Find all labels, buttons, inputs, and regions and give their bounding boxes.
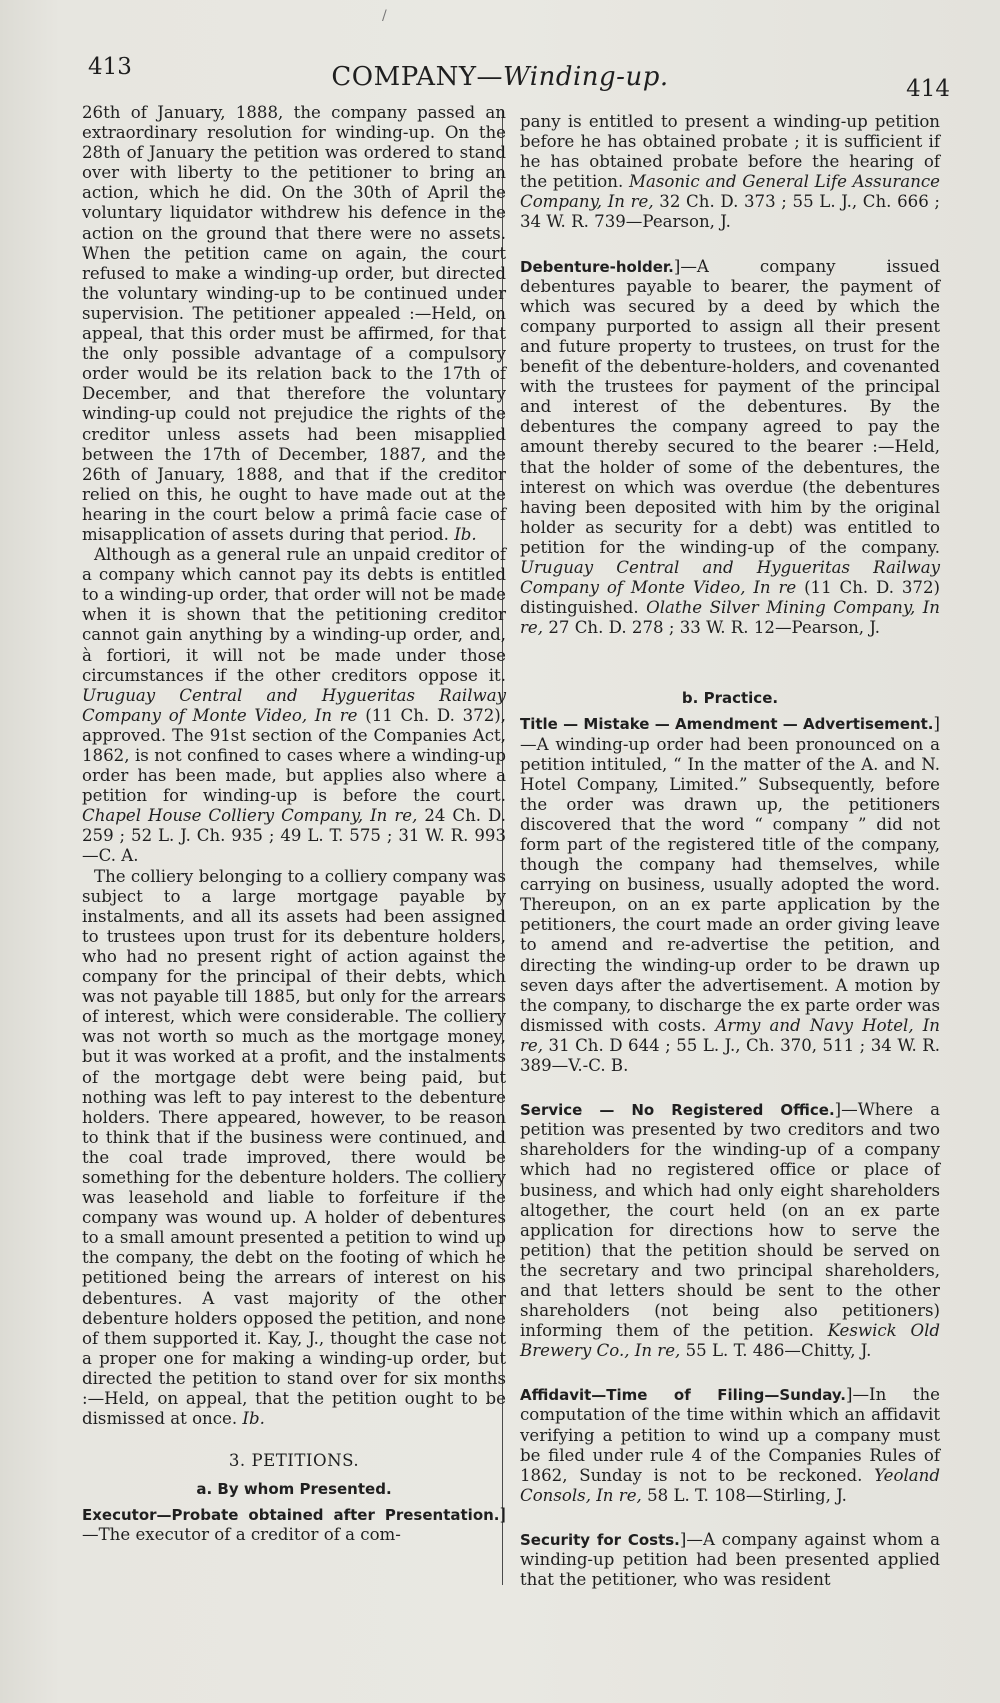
section-heading: 3. PETITIONS. (228, 1451, 360, 1471)
paragraph-heading: Security for Costs. (520, 1530, 680, 1549)
paragraph-text: (11 Ch. D. 372) distinguished. (520, 578, 940, 618)
running-title-italic: Winding-up. (503, 62, 669, 92)
paragraph (520, 1385, 940, 1506)
paragraph (82, 103, 506, 545)
paragraph-text: (11 Ch. D. 372), approved. The 91st section of the Companies Act, 1862, is not confined to cases where a winding-up order has been made, but applies also where a petition for winding-up is before the court. (82, 705, 506, 806)
subsection-heading: b. Practice. (681, 689, 779, 708)
paragraph-text: 58 L. T. 108—Stirling, J. (647, 1485, 847, 1505)
citation: Chapel House Colliery Company, In re, (82, 806, 418, 826)
citation: Masonic and General Life Assurance Company, In re, (520, 172, 941, 212)
paragraph-heading: Executor—Probate obtained after Presentation. (82, 1506, 500, 1525)
ink-mark: / (382, 8, 387, 24)
paragraph-text: ]—The executor of a creditor of a com- (82, 1505, 506, 1545)
running-header (0, 50, 1000, 100)
paragraph (520, 257, 940, 639)
citation: Yeoland Consols, In re, (520, 1465, 940, 1505)
citation: Ib. (242, 1409, 265, 1429)
left-column (82, 103, 506, 1546)
paragraph (520, 1100, 940, 1361)
citation: Uruguay Central and Hygueritas Railway Company of Monte Video, In re (82, 685, 506, 725)
running-title-main: COMPANY— (331, 62, 503, 92)
paragraph (520, 1530, 940, 1590)
citation: Olathe Silver Mining Company, In re, (520, 598, 940, 638)
paragraph-text: ]—Where a petition was presented by two creditors and two shareholders for the winding-up of a company which had no registered office or place of business, and which had only eight shareholders altogether, the court held (on an ex parte application for directions how to serve the petition) that the petition should be served on the secretary and two principal shareholders, and that letters should be sent to the other shareholders (not being also petitioners) informing them of the petition. (520, 1100, 940, 1341)
paragraph-heading: Service — No Registered Office. (520, 1101, 835, 1120)
paragraph-text: pany is entitled to present a winding-up petition before he has obtained probate ; it is sufficient if he has obtained probate before the hearing of the petition. (520, 112, 940, 192)
paragraph-text: 24 Ch. D. 259 ; 52 L. J. Ch. 935 ; 49 L. T. 575 ; 31 W. R. 993—C. A. (82, 806, 506, 866)
right-column (520, 112, 940, 1590)
paragraph-text: The colliery belonging to a colliery company was subject to a large mortgage payable by instalments, and all its assets had been assigned to trustees upon trust for its debenture holders, who had no present right of action against the company for the principal of their debts, which was not payable till 1885, but only for the arrears of interest, which were considerable. The colliery was not worth so much as the mortgage money, but it was worked at a profit, and the instalments of the mortgage debt were being paid, but nothing was left to pay interest to the debenture holders. There appeared, however, to be reason to think that if the business were continued, and the coal trade improved, there would be something for the debenture holders. The colliery was leasehold and liable to forfeiture if the company was wound up. A holder of debentures to a small amount presented a petition to wind up the company, the debt on the footing of which he petitioned being the arrears of interest on his debentures. A vast majority of the other debenture holders opposed the petition, and none of them supported it. Kay, J., thought the case not a proper one for making a winding-up order, but directed the petition to stand over for six months :—Held, on appeal, that the petition ought to be dismissed at once. (82, 866, 506, 1429)
paragraph-heading: Title — Mistake — Amendment — Advertisement. (520, 715, 934, 734)
paragraph-text: Although as a general rule an unpaid creditor of a company which cannot pay its debts is entitled to a winding-up order, that order will not be made when it is shown that the petitioning creditor cannot gain anything by a winding-up order, and, à fortiori, it will not be made under those circumstances if the other creditors oppose it. (82, 545, 506, 685)
page-number-left: 413 (88, 54, 132, 80)
paragraph-text: ]—A winding-up order had been pronounced on a petition intituled, “ In the matter of the A. and N. Hotel Company, Limited.” Subsequently, before the order was drawn up, the petitioners discovered that the word “ company ” did not form part of the registered title of the company, though the company had themselves, while carrying on business, usually adopted the word. Thereupon, on an ex parte application by the petitioners, the court made an order giving leave to amend and re-advertise the petition, and directing the winding-up order to be drawn up seven days after the advertisement. A motion by the company, to discharge the ex parte order was dismissed with costs. (520, 714, 940, 1035)
running-title (0, 62, 1000, 92)
paragraph (520, 714, 940, 1076)
citation: Army and Navy Hotel, In re, (520, 1015, 940, 1055)
paragraph-text: 27 Ch. D. 278 ; 33 W. R. 12—Pearson, J. (548, 618, 880, 638)
paragraph-text: 55 L. T. 486—Chitty, J. (685, 1341, 872, 1361)
paragraph-text: 31 Ch. D 644 ; 55 L. J., Ch. 370, 511 ; 34 W. R. 389—V.-C. B. (520, 1035, 940, 1076)
citation: Ib. (454, 524, 477, 544)
paragraph-heading: Affidavit—Time of Filing—Sunday. (520, 1386, 846, 1405)
paragraph-text: ]—A company issued debentures payable to bearer, the payment of which was secured by a deed by which the company purported to assign all their present and future property to trustees, on trust for the benefit of the debenture-holders, and covenanted with the trustees for payment of the principal and interest of the debentures. By the debentures the company agreed to pay the amount thereby secured to the bearer :—Held, that the holder of some of the debentures, the interest on which was overdue (the debentures having been deposited with him by the original holder as security for a debt) was entitled to petition for the winding-up of the company. (520, 256, 940, 557)
paragraph-text: ]—A company against whom a winding-up petition had been presented applied that the petitioner, who was resident (520, 1529, 941, 1590)
subsection-heading: a. By whom Presented. (196, 1480, 392, 1499)
paragraph-text: 32 Ch. D. 373 ; 55 L. J., Ch. 666 ; 34 W. R. 739—Pearson, J. (520, 192, 941, 232)
citation: Keswick Old Brewery Co., In re, (520, 1321, 940, 1361)
paragraph (82, 545, 506, 867)
paragraph-heading: Debenture-holder. (520, 257, 674, 276)
page-number-right: 414 (906, 76, 950, 102)
paragraph-text: 26th of January, 1888, the company passed an extraordinary resolution for winding-up. On the 28th of January the petition was ordered to stand over with liberty to the petitioner to bring an action, which he did. On the 30th of April the voluntary liquidator withdrew his defence in the action on the ground that there were no assets. When the petition came on again, the court refused to make a winding-up order, but directed the voluntary winding-up to be continued under supervision. The petitioner appealed :—Held, on appeal, that this order must be affirmed, for that the only possible advantage of a compulsory order would be its relation back to the 17th of December, and that therefore the voluntary winding-up could not prejudice the rights of the creditor unless assets had been misapplied between the 17th of December, 1887, and the 26th of January, 1888, and that if the creditor relied on this, he ought to have made out at the hearing in the court below a primâ facie case of misapplication of assets during that period. (82, 103, 506, 544)
paragraph (82, 867, 506, 1430)
paragraph (82, 1505, 506, 1545)
paragraph-text: ]—In the computation of the time within which an affidavit verifying a petition to wind up a company must be filed under rule 4 of the Companies Rules of 1862, Sunday is not to be reckoned. (520, 1385, 940, 1485)
paragraph (520, 112, 940, 233)
citation: Uruguay Central and Hygueritas Railway Company of Monte Video, In re (520, 557, 940, 598)
